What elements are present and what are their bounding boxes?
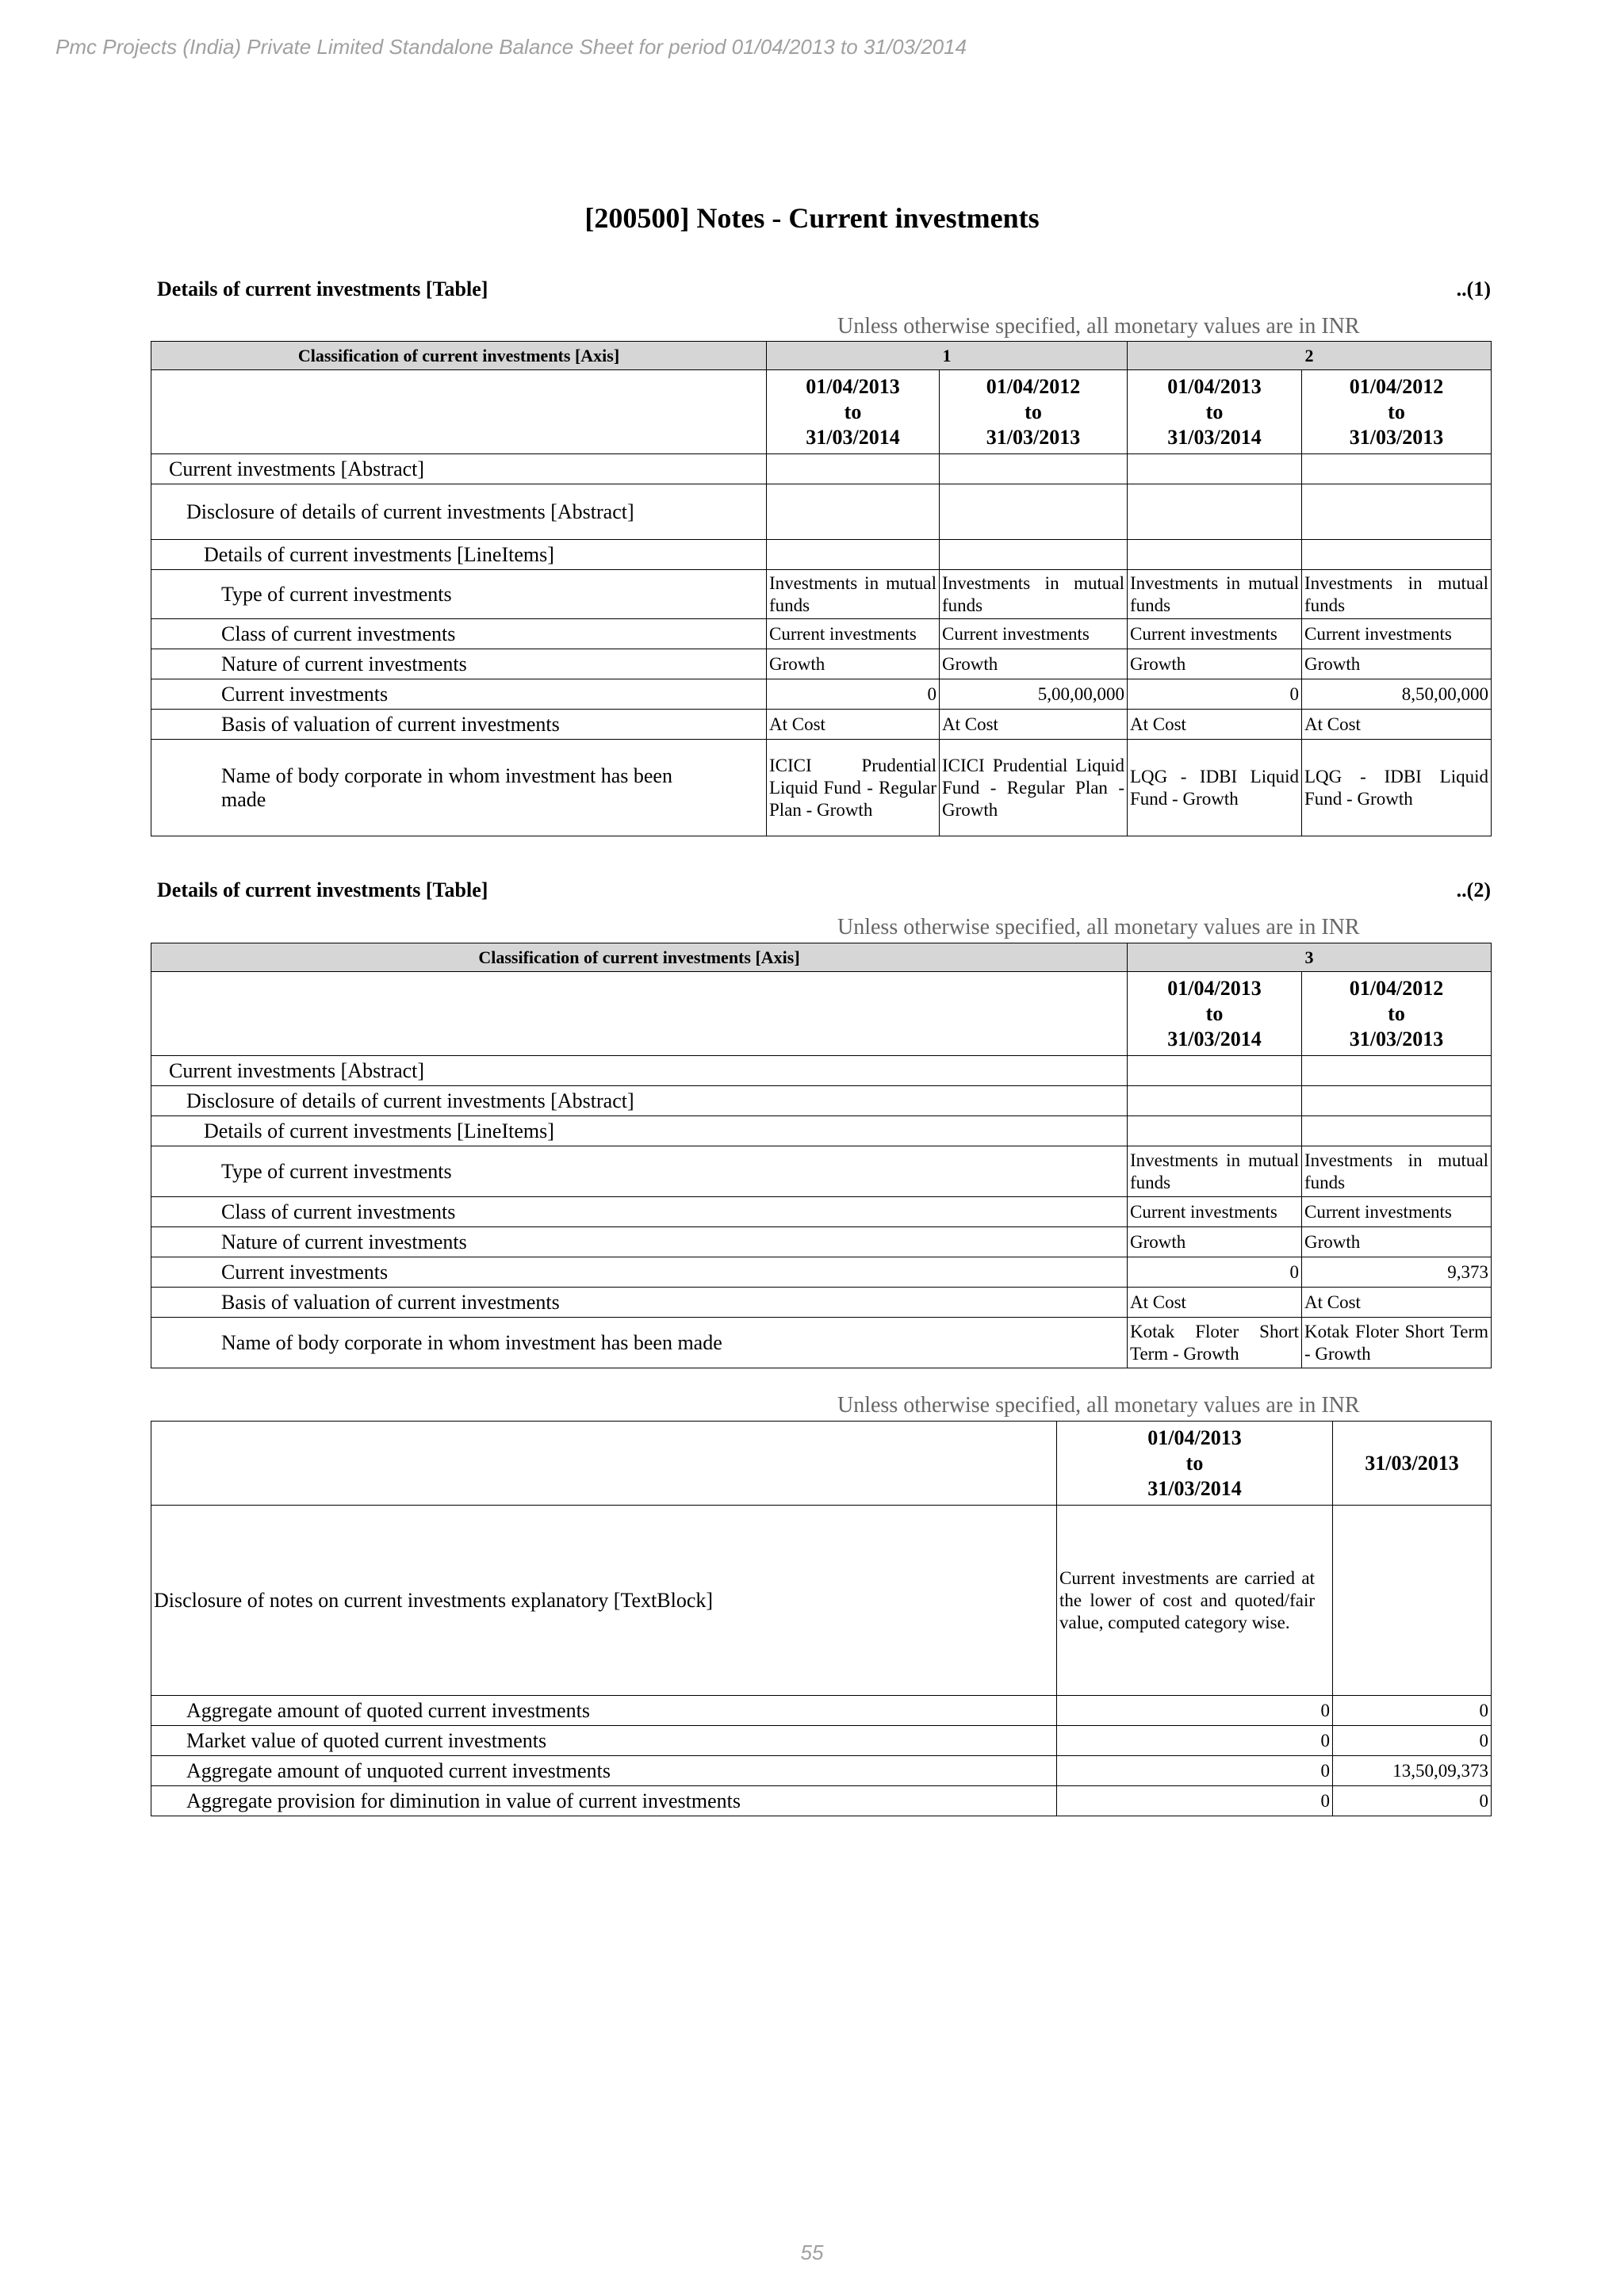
page-title: [200500] Notes - Current investments [584,202,1040,234]
row-label: Disclosure of notes on current investments explanatory [TextBlock] [151,1506,1057,1696]
table-cell: Growth [1302,1227,1492,1257]
table-row [151,679,1492,710]
table-cell: Current investments [1302,619,1492,649]
table-cell: Kotak Floter Short Term - Growth [1302,1318,1492,1368]
table-cell: At Cost [1302,1288,1492,1318]
table-row [151,570,1492,619]
page-number: 55 [800,2241,824,2264]
table2-title: Details of current investments [Table] [157,878,488,901]
row-label: Aggregate provision for diminution in value of current investments [151,1786,1057,1816]
row-label: Market value of quoted current investments [151,1726,1057,1756]
table-cell: 0 [1333,1726,1492,1756]
table-cell: Growth [1128,649,1302,679]
row-label: Class of current investments [151,1197,1128,1227]
table-cell: At Cost [1128,710,1302,740]
table-row [151,1318,1492,1368]
table-cell: 0 [1333,1786,1492,1816]
row-label: Current investments [151,1257,1128,1288]
table-cell: ICICI Prudential Liquid Fund - Regular Plan - Growth [940,740,1128,836]
table-row [151,1227,1492,1257]
table-cell: Kotak Floter Short Term - Growth [1128,1318,1302,1368]
table2-unit-note: Unless otherwise specified, all monetary values are in INR [837,915,1360,939]
table-cell: 0 [1057,1756,1333,1786]
table-cell: 0 [1057,1726,1333,1756]
table-cell: 0 [1057,1696,1333,1726]
period-header: 01/04/2013 to 31/03/2014 [1057,1422,1333,1506]
period-header: 01/04/2013 to 31/03/2014 [1128,370,1302,454]
table-row [151,1756,1492,1786]
document-header: Pmc Projects (India) Private Limited Standalone Balance Sheet for period 01/04/2013 to 31/03/2014 [56,35,967,59]
table3-unit-note: Unless otherwise specified, all monetary values are in INR [837,1393,1360,1418]
axis-member-1: 1 [767,342,1128,370]
table-cell: 9,373 [1302,1257,1492,1288]
table-cell: Investments in mutual funds [1302,570,1492,619]
table-cell: Current investments [1128,1197,1302,1227]
table-cell: 0 [1128,679,1302,710]
table-cell: 0 [1333,1696,1492,1726]
table1-title: Details of current investments [Table] [157,277,488,300]
period-header: 01/04/2013 to 31/03/2014 [1128,972,1302,1056]
table2-number: ..(2) [1456,878,1491,901]
row-label: Basis of valuation of current investments [151,1288,1128,1318]
table-cell: Investments in mutual funds [1128,1146,1302,1197]
table-cell: At Cost [767,710,940,740]
blank-header-cell [151,972,1128,1056]
table-row [151,649,1492,679]
row-label: Class of current investments [151,619,767,649]
table-row [151,1197,1492,1227]
row-label: Type of current investments [151,1146,1128,1197]
row-label: Disclosure of details of current investments [Abstract] [151,1086,1128,1116]
row-label: Nature of current investments [151,649,767,679]
table-cell: 13,50,09,373 [1333,1756,1492,1786]
table3 [151,1421,1492,1816]
period-header: 01/04/2012 to 31/03/2013 [1302,972,1492,1056]
row-label: Current investments [Abstract] [151,454,767,484]
text-block-cell: Current investments are carried at the lower of cost and quoted/fair value, computed category wise. [1057,1506,1333,1696]
table-cell: 0 [767,679,940,710]
table-cell: 5,00,00,000 [940,679,1128,710]
table-cell: LQG - IDBI Liquid Fund - Growth [1302,740,1492,836]
table-cell: 0 [1128,1257,1302,1288]
blank-header-cell [151,1422,1057,1506]
row-label: Current investments [Abstract] [151,1056,1128,1086]
table-cell: At Cost [1302,710,1492,740]
table-cell: 0 [1057,1786,1333,1816]
row-label: Disclosure of details of current investments [Abstract] [151,484,767,540]
table-cell: Investments in mutual funds [940,570,1128,619]
row-label: Name of body corporate in whom investment has been made [151,740,767,836]
table-cell: At Cost [1128,1288,1302,1318]
period-header: 01/04/2012 to 31/03/2013 [940,370,1128,454]
table-cell: Growth [767,649,940,679]
period-header: 01/04/2013 to 31/03/2014 [767,370,940,454]
table1-unit-note: Unless otherwise specified, all monetary values are in INR [837,314,1360,339]
axis-label: Classification of current investments [Axis] [151,943,1128,972]
row-label: Name of body corporate in whom investment has been made [151,1318,1128,1368]
table-row [151,1786,1492,1816]
table-cell: LQG - IDBI Liquid Fund - Growth [1128,740,1302,836]
axis-label: Classification of current investments [Axis] [151,342,767,370]
table-cell: 8,50,00,000 [1302,679,1492,710]
table2 [151,943,1492,1368]
row-label: Aggregate amount of unquoted current investments [151,1756,1057,1786]
table-cell: Current investments [767,619,940,649]
table-cell: ICICI Prudential Liquid Fund - Regular Plan - Growth [767,740,940,836]
period-header: 31/03/2013 [1333,1422,1492,1506]
table-row [151,1696,1492,1726]
row-label: Basis of valuation of current investments [151,710,767,740]
table-cell: Current investments [1302,1197,1492,1227]
table-row [151,710,1492,740]
table-row [151,1726,1492,1756]
table-row [151,619,1492,649]
table-cell: Investments in mutual funds [1302,1146,1492,1197]
row-label: Details of current investments [LineItems] [151,540,767,570]
table-row [151,1288,1492,1318]
row-label: Current investments [151,679,767,710]
table-row [151,740,1492,836]
table-cell: Growth [940,649,1128,679]
table-cell: Growth [1128,1227,1302,1257]
table-cell: Current investments [1128,619,1302,649]
row-label: Type of current investments [151,570,767,619]
table-cell: At Cost [940,710,1128,740]
table-cell: Current investments [940,619,1128,649]
axis-member-3: 3 [1128,943,1492,972]
axis-member-2: 2 [1128,342,1492,370]
table-row [151,1146,1492,1197]
table-cell: Investments in mutual funds [767,570,940,619]
table-cell: Growth [1302,649,1492,679]
row-label: Aggregate amount of quoted current investments [151,1696,1057,1726]
table1-number: ..(1) [1456,277,1491,300]
table-row [151,1506,1492,1696]
period-header: 01/04/2012 to 31/03/2013 [1302,370,1492,454]
row-label: Nature of current investments [151,1227,1128,1257]
blank-header-cell [151,370,767,454]
table-cell: Investments in mutual funds [1128,570,1302,619]
table-row [151,1257,1492,1288]
table1 [151,341,1492,836]
row-label: Details of current investments [LineItems] [151,1116,1128,1146]
